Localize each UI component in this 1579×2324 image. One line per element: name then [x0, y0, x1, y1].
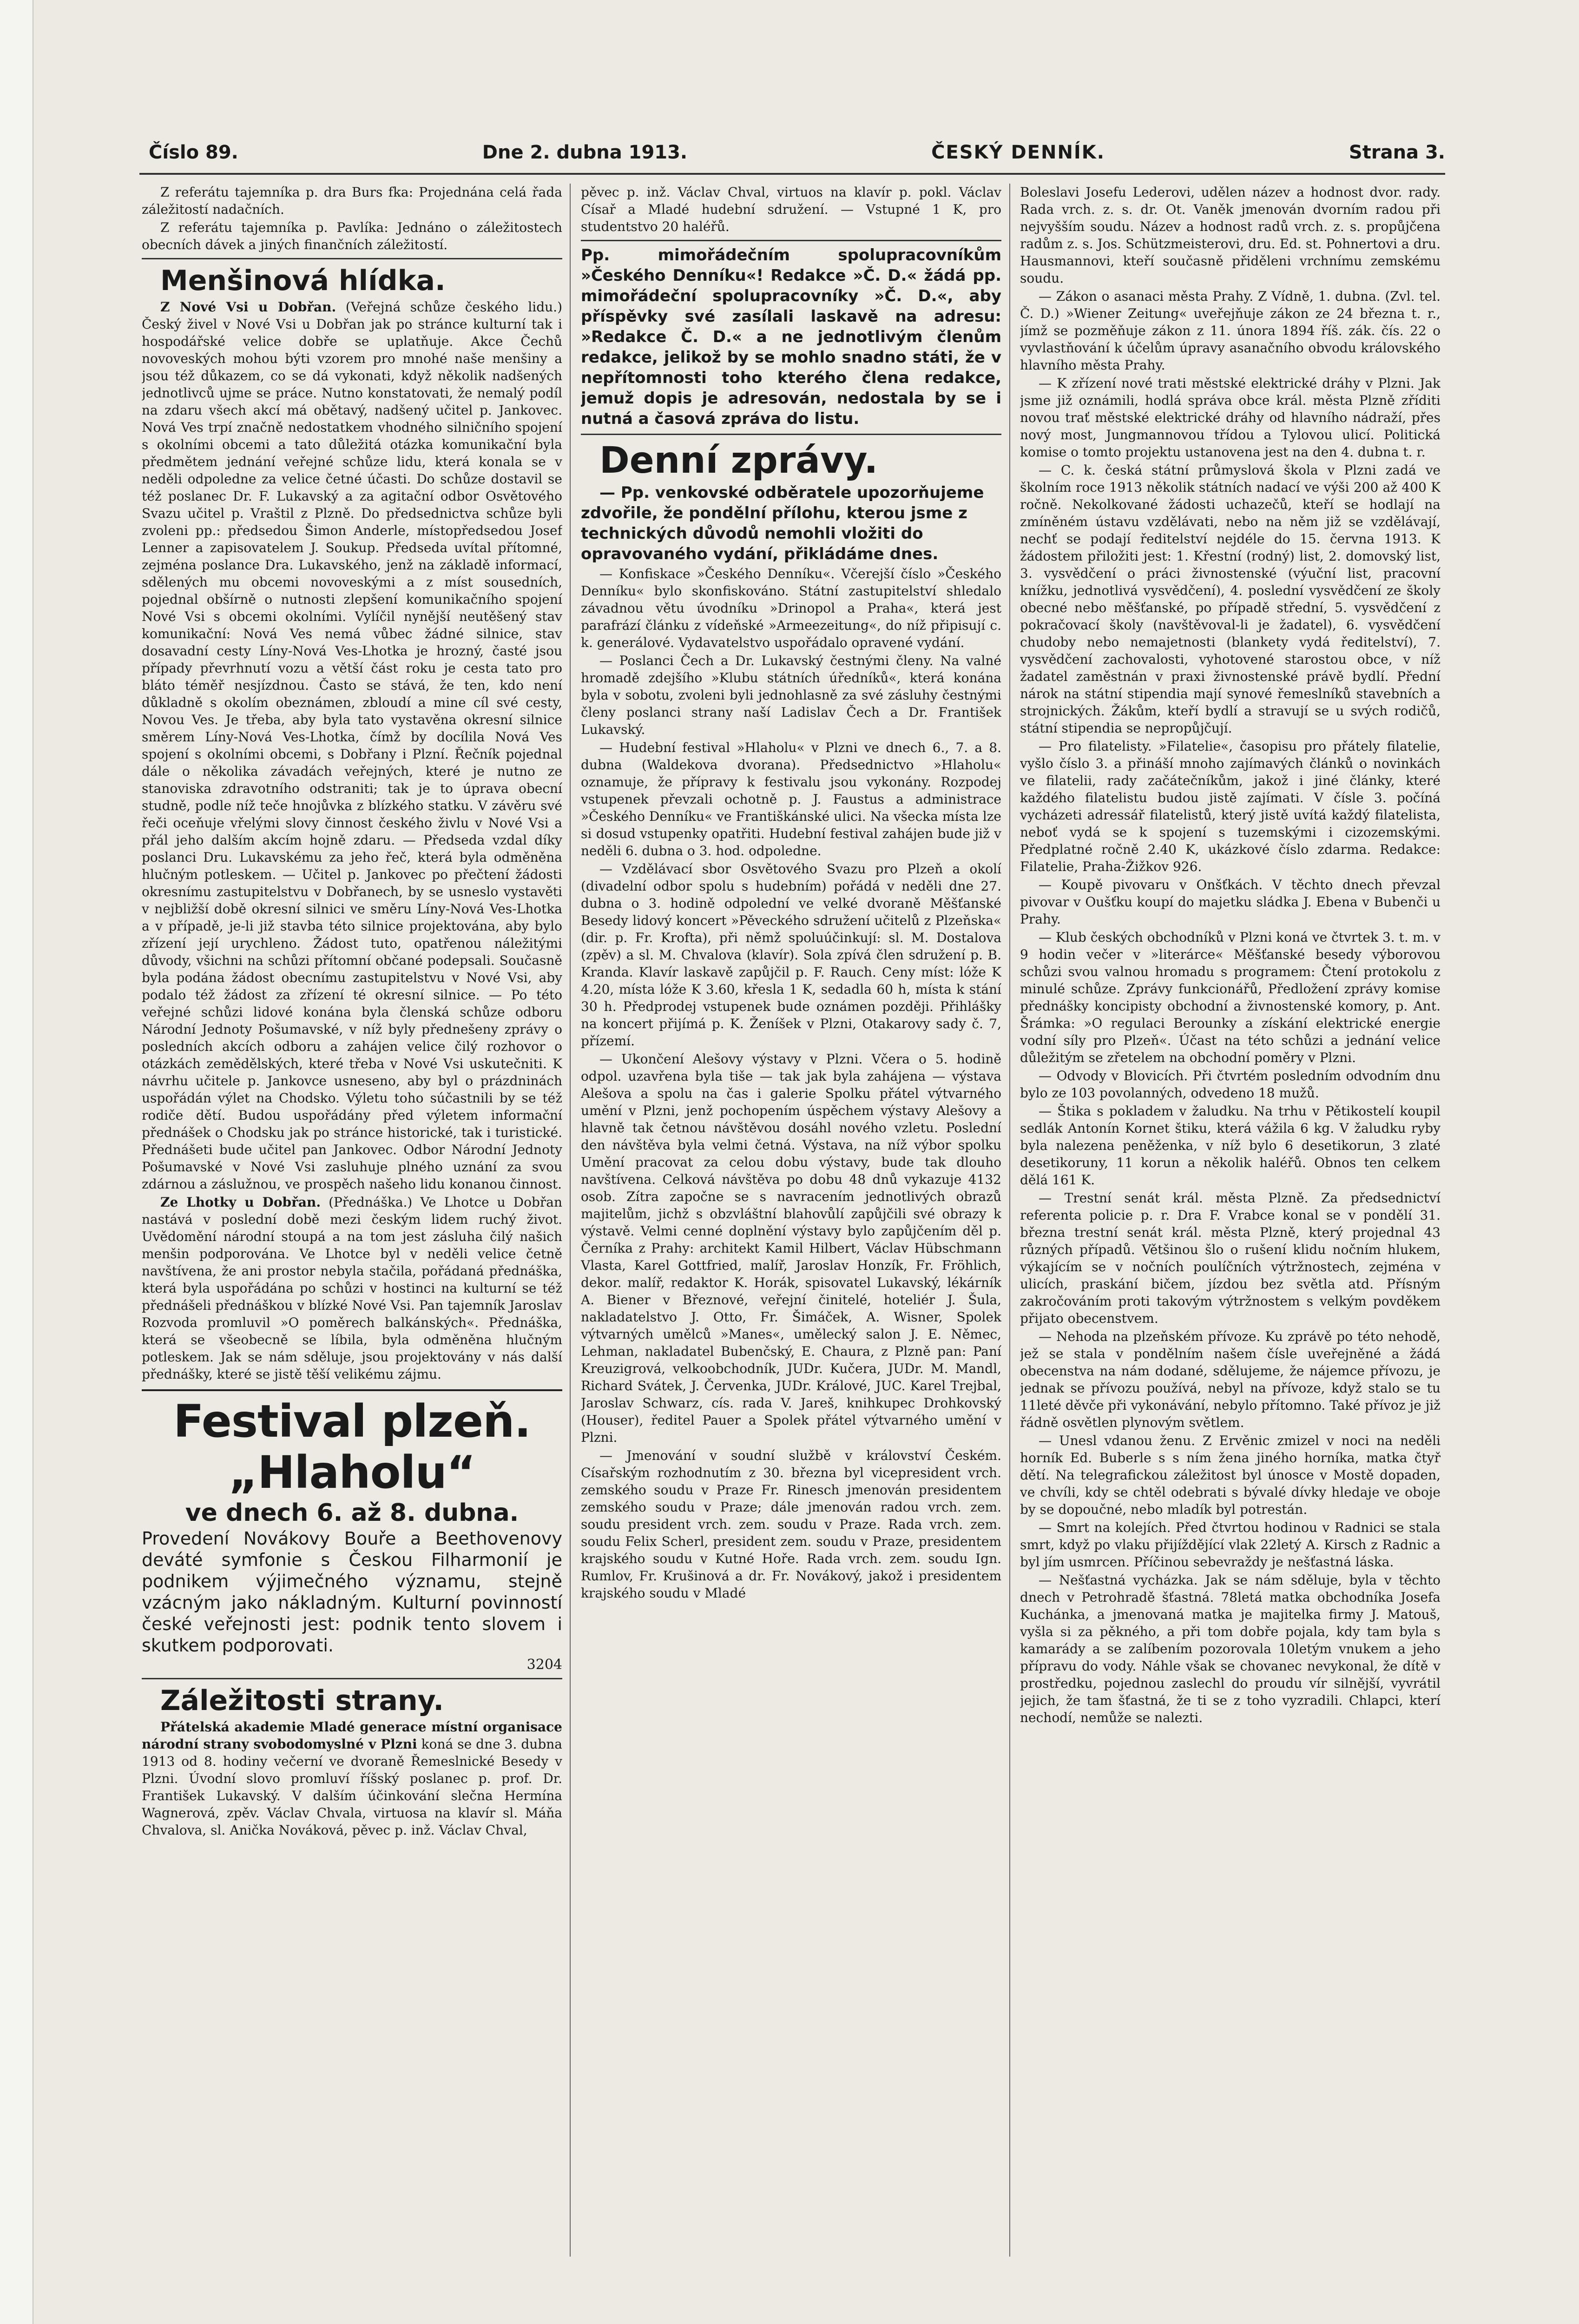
- festival-advert: [142, 1389, 562, 1673]
- article-paragraph: — Pp. venkovské odběratele upozorňujeme zdvořile, že pondělní přílohu, kterou jsme z technických důvodů nemohli vložiti do opravovaného vydání, přikládáme dnes.: [581, 483, 984, 563]
- notice-text: Pp. mimořádečním spolupracovníkům »Českého Denníku«! Redakce »Č. D.« žádá pp. mimořádeční spolupracovníky »Č. D.«, aby příspěvky své zasílali laskavě na adresu: »Redakce Č. D.« a ne jednotlivým členům redakce, jelikož by se mohlo snadno státi, že v nepřítomnosti toho kterého člena redakce, jemuž dopis je adresován, nedostala by se i nutná a časová zpráva do listu.: [581, 246, 1001, 428]
- column-2: [581, 184, 1001, 2284]
- article-paragraph: — K zřízení nové trati městské elektrické dráhy v Plzni. Jak jsme již oznámili, hodlá správa obce král. města Plzně zříditi novou trať městské elektrické dráhy od hlavního nádraží, přes nový most, Jungmannovou třídou a Tylovou ulicí. Politická komise o tomto projektu ustanovena jest na den 4. dubna t. r.: [1020, 376, 1441, 460]
- article-paragraph: — Vzdělávací sbor Osvětového Svazu pro Plzeň a okolí (divadelní odbor spolu s hudebním) pořádá v neděli dne 27. dubna o 3. hodině odpolední ve velké dvoraně Měšťanské Besedy lidový koncert »Pěveckého sdružení učitelů z Plzeňska« (dir. p. Fr. Krofta), při němž spoluúčinkují: sl. M. Dostalova (zpěv) a sl. M. Chvalova (klavír). Sola zpívá člen sdružení p. B. Kranda. Klavír laskavě zapůjčil p. F. Rauch. Ceny míst: lóže K 4.20, místa lóže K 3.60, křesla 1 K, sedadla 60 h, místa k stání 30 h. Předprodej vstupenek bude oznámen později. Přihlášky na koncert přijímá p. K. Ženíšek v Plzni, Otakarovy sady č. 7, přízemí.: [581, 861, 1001, 1049]
- article-paragraph: — Trestní senát král. města Plzně. Za předsednictví referenta policie p. r. Dra F. Vrabce konal se v pondělí 31. března trestní senát král. města Plzně, který projednal 43 různých případů. Většinou šlo o rušení klidu nočním hlukem, výkajícím se v nočních poulíčních výtržnostech, zejména v ulicích, praskání bičem, jízdou bez světla atd. Přísným zakročováním proti takovým výtržnostem s velkým povděkem přijato obecenstvem.: [1020, 1190, 1441, 1326]
- section-rule: [142, 1678, 562, 1679]
- section-rule: [142, 258, 562, 259]
- article-paragraph: — Zákon o asanaci města Prahy. Z Vídně, 1. dubna. (Zvl. tel. Č. D.) »Wiener Zeitung« uveřejňuje zákon ze 24 března t. r., jímž se pozměňuje zákon z 11. února 1894 říš. zák. čís. 22 o vyvlastňování k účelům úpravy asanačního obvodu královského hlavního města Prahy.: [1020, 289, 1441, 373]
- column-divider: [1009, 184, 1010, 2257]
- section-heading: Denní zprávy.: [599, 440, 878, 482]
- article-paragraph: — Smrt na kolejích. Před čtvrtou hodinou v Radnici se stala smrt, když po vlaku přijíždějící vlak 22letý A. Kirsch z Radnic a byl jím usmrcen. Příčinou sebevraždy je nešťastná láska.: [1020, 1520, 1441, 1570]
- article-lead: Z Nové Vsi u Dobřan.: [160, 299, 336, 315]
- advert-title: Festival plzeň. „Hlaholu“: [173, 1395, 531, 1499]
- issue-number: Číslo 89.: [149, 142, 238, 163]
- article-paragraph: — Jmenování v soudní službě v království Českém. Císařským rozhodnutím z 30. března byl vicepresident vrch. zemského soudu v Praze Fr. Rinesch jmenován presidentem zemského soudu v Praze; dále jmenován radou vrch. zem. soudu president vrch. zem. soudu v Praze. Rada vrch. zem. soudu Felix Scherl, president zem. soudu v Praze, presidentem krajského soudu v Kutné Hoře. Rada vrch. zem. soudu Ign. Rumlov, Fr. Krušinová a dr. Fr. Novákový, jakož i presidentem krajského soudu v Mladé: [581, 1448, 1001, 1601]
- article-paragraph: [142, 1194, 562, 1383]
- newspaper-name: ČESKÝ DENNÍK.: [931, 142, 1105, 163]
- article-paragraph: [142, 1718, 562, 1839]
- article-paragraph: — Pro filatelisty. »Filatelie«, časopisu pro přátely filatelie, vyšlo číslo 3. a přináší mnoho zajímavých článků o novinkách ve filatelii, rady začátečníkům, jakož i jiné články, které každého filatelistu budou jistě zajímati. V čísle 3. počíná vycházeti adressář filatelistů, který jistě uvítá každý filatelista, neboť vydá se k spojení s tuzemskými i cizozemskými. Předplatné ročně 2.40 K, ukázkové číslo zdarma. Redakce: Filatelie, Praha-Žižkov 926.: [1020, 739, 1441, 874]
- article-paragraph: pěvec p. inž. Václav Chval, virtuos na klavír p. pokl. Václav Císař a Mladé hudební sdružení. — Vstupné 1 K, pro studentstvo 20 haléřů.: [581, 185, 1001, 234]
- page-number: Strana 3.: [1349, 142, 1445, 163]
- column-3: [1020, 184, 1441, 2284]
- article-paragraph: Boleslavi Josefu Lederovi, udělen název a hodnost dvor. rady. Rada vrch. z. s. dr. Ot. Vaněk jmenován dvorním radou při nejvyšším soudu. Název a hodnost radů vrch. z. s. propůjčena radům z. s. Jos. Schützmeisterovi, dru. Ed. st. Pohnertovi a dru. Hausmannovi, kteří současně přiděleni vrchnímu zemskému soudu.: [1020, 185, 1441, 286]
- article-text: (Veřejná schůze českého lidu.) Český živel v Nové Vsi u Dobřan jak po stránce kulturní tak i hospodářské velice dobře se uplatňuje. Akce Čechů novoveských mohou býti vzorem pro mnohé naše menšiny a jsou též důkazem, co se dá vykonati, když několik nadšených jednotlivců ujme se práce. Nutno konstatovati, že nemalý podíl na zdaru všech akcí má obětavý, nadšený učitel p. Jankovec. Nová Ves trpí značně nedostatkem vhodného silničního spojení s okolními obcemi a tato důležitá otázka komunikační byla předmětem jednání veřejné schůze lidu, která konala se v neděli odpoledne za velice četné účasti. Do schůze dostavil se též poslanec Dr. F. Lukavský a za agitační odbor Osvětového Svazu učitel p. Vraštil z Plzně. Do předsednictva schůze byli zvoleni pp.: předsedou Šimon Anderle, místopředsedou Josef Lenner a zapisovatelem J. Soukup. Předseda uvítal přítomné, zejména poslance Dra. Lukavského, jenž na základě informací, sdělených mu obcemi novoveskými a z míst sousedních, pojednal obšírně o nutnosti zlepšení komunikačního spojení Nové Vsi s obcemi okolními. Vylíčil nynější neutěšený stav komunikační: Nová Ves nemá vůbec žádné silnice, stav dosavadní cesty Líny-Nová Ves-Lhotka je hrozný, časté jsou případy převrhnutí vozu a větší část roku je cesta tato pro bláto téměř nesjízdnou. Často se stává, že ten, kdo není důkladně s okolím obeznámen, zbloudí a mine cíl své cesty, Novou Ves. Je třeba, aby byla tato vystavěna okresní silnice směrem Líny-Nová Ves-Lhotka, čímž by docílila Nová Ves spojení s okolními obcemi, s Dobřany i Plzní. Řečník pojednal dále o několika závadách veřejných, které je nutno ze stanoviska zdravotního odstraniti; tak je to úprava obecní studně, podle níž teče hnojůvka z blízkého statku. V závěru své řeči oceňuje vřelými slovy činnost českého živlu v Nové Vsi a přál jeho dalším akcím hojně zdaru. — Předseda vzdal díky poslanci Dru. Lukavskému za jeho řeč, která byla odměněna hlučným potleskem. — Učitel p. Jankovec po přečtení žádosti okresnímu zastupitelstvu v Dobřanech, by se usneslo vystavěti v nejbližší době okresní silnici ve směru Líny-Nová Ves-Lhotka a v případě, je-li již stavba této silnice projektována, aby bylo zřízení její urychleno. Žádost tuto, opatřenou náležitými důvody, všichni na schůzi přítomní občané podepsali. Současně byla podána žádost obecnímu zastupitelstvu v Nové Vsi, aby podalo též žádost za zřízení té okresní silnice. — Po této veřejné schůzi lidové konána byla členská schůze odboru Národní Jednoty Pošumavské, v níž byly přednešeny zprávy o posledních akcích odboru a zahájen velice čilý rozhovor o otázkách zemědělských, které třeba v Nové Vsi uskutečniti. K návrhu učitele p. Jankovce usneseno, aby byl o prázdninách uspořádán výlet na Chodsko. Výletu toho súčastnili by se též rodiče dětí. Budou uspořádány před výletem informační přednášek o Chodsku jak po stránce historické, tak i turistické. Přednášeti bude učitel pan Jankovec. Odbor Národní Jednoty Pošumavské v Nové Vsi zasluhuje plného uznání za svou zdárnou a záslužnou, ve prospěch našeho lidu konanou činnost.: [142, 299, 562, 1192]
- article-paragraph: — Koupě pivovaru v Onšťkách. V těchto dnech převzal pivovar v Oušťku koupí do majetku sládka J. Ebena v Bubenči u Prahy.: [1020, 877, 1441, 927]
- article-paragraph: — Nešťastná vycházka. Jak se nám sděluje, byla v těchto dnech v Petrohradě šťastná. 78letá matka obchodníka Josefa Kuchánka, a jmenovaná matka je majitelka firmy J. Matouš, vyšla si za pěkného, a při tom dobře pojala, kdy tam byla s kamarády a se zalíbením pozorovala 10letým vnukem a jeho přípravu do vody. Náhle však se chovanec nevykonal, že dítě v prostředku, pojednou zaslechl do proudu vír silnější, vyvrátil jejich, že tam šťastná, že ti se z toho vyzradili. Chlapci, kterí nechodí, nemůže se nalezti.: [1020, 1572, 1441, 1725]
- article-lead: Ze Lhotky u Dobřan.: [160, 1195, 321, 1210]
- article-paragraph: — Poslanci Čech a Dr. Lukavský čestnými členy. Na valné hromadě zdejšího »Klubu státních úředníků«, která konána byla v sobotu, zvoleni byli jednohlasně za své zásluhy čestnými členy poslanci strany naší Ladislav Čech a Dr. František Lukavský.: [581, 653, 1001, 737]
- advert-dates: ve dnech 6. až 8. dubna.: [185, 1499, 519, 1527]
- article-paragraph: [142, 298, 562, 1193]
- article-paragraph: Z referátu tajemníka p. dra Burs fka: Projednána celá řada záležitostí nadačních.: [142, 185, 562, 217]
- scan-edge: [0, 0, 33, 2324]
- article-lead: Přátelská akademie Mladé generace místní organisace národní strany svobodomyslné v Plzni: [142, 1719, 562, 1752]
- article-paragraph: — Hudební festival »Hlaholu« v Plzni ve dnech 6., 7. a 8. dubna (Waldekova dvorana). Předsednictvo »Hlaholu« oznamuje, že přípravy k festivalu jsou vykonány. Rozpodej vstupenek převzali ochotně p. J. Faustus a administrace »Českého Denníku« ve Františkánské ulici. Na všecka místa lze si dosud vstupenky opatřiti. Hudební festival zahájen bude již v neděli 6. dubna o 3. hod. odpoledne.: [581, 740, 1001, 858]
- article-paragraph: — Konfiskace »Českého Denníku«. Včerejší číslo »Českého Denníku« bylo skonfiskováno. Státní zastupitelství shledalo závadnou větu úvodníku »Drinopol a Praha«, která jest parafrází článku z vídeňské »Armeezeitung«, do níž připisují c. k. generálové. Vydavatelstvo uspořádalo opravené vydání.: [581, 566, 1001, 650]
- article-paragraph: — Odvody v Blovicích. Při čtvrtém posledním odvodním dnu bylo ze 103 povolanných, odvedeno 18 mužů.: [1020, 1068, 1441, 1101]
- header-rule: [139, 173, 1445, 175]
- column-divider: [570, 184, 571, 2257]
- article-paragraph: — Nehoda na plzeňském přívoze. Ku zprávě po této nehodě, jež se stala v pondělním našem čísle uveřejněné a žádá obecenstva na nám dodané, sdělujeme, že nájemce přívozu, je jednak se přívozu používá, nebyl na přívoze, když stalo se tu 11leté děvče při vykonávání, nebylo přítomno. Také přívoz je již řádně osvětlen plynovým světlem.: [1020, 1329, 1441, 1430]
- column-1: [142, 184, 562, 2284]
- article-paragraph: — C. k. česká státní průmyslová škola v Plzni zadá ve školním roce 1913 několik státních nadací ve výši 200 až 400 K ročně. Nekolkované žádosti uchazečů, kteří se hodlají na zmíněném ústavu vzdělávati, nebo na něm již se vzdělávají, nechť se podají ředitelství nejdéle do 15. června 1913. K žádostem přiložiti jest: 1. Křestní (rodný) list, 2. domovský list, 3. vysvědčení o práci živnostenské (výuční list, pracovní knížku, jednotlivá vysvědčení), 4. poslední vysvědčení ze školy obecné nebo měšťanské, po případě střední, 5. vysvědčení z pokračovací školy (navštěvoval-li je žadatel), 6. vysvědčení chudoby nebo nemajetnosti (blankety vydá ředitelství), 7. vysvědčení zachovalosti, vyhotovené starostou obce, v níž žadatel zaměstnán v praxi živnostenské právě bydlí. Přední nárok na státní stipendia mají synové řemeslníků stavebních a strojnických. Žákům, kteří bydlí a stravují se u svých rodičů, státní stipendia se nepropůjčují.: [1020, 462, 1441, 736]
- section-heading: Záležitosti strany.: [160, 1684, 444, 1717]
- article-paragraph: Z referátu tajemníka p. Pavlíka: Jednáno o záležitostech obecních dávek a jiných finančních záležitostí.: [142, 220, 562, 252]
- article-paragraph: — Unesl vdanou ženu. Z Ervěnic zmizel v noci na neděli horník Ed. Buberle s s ním žena jiného horníka, matka čtyř dětí. Na telegrafickou záležitost byl únosce v Mostě dopaden, ve chvíli, kdy se chtěl odebrati s bývalé dívky hledaje ve oboje by se dopoučné, nebo mladík byl potrestán.: [1020, 1433, 1441, 1517]
- article-paragraph: — Ukončení Alešovy výstavy v Plzni. Včera o 5. hodině odpol. uzavřena byla tiše — tak jak byla zahájena — výstava Alešova a spolu na čas i galerie Spolku přátel výtvarného umění v Plzni, jenž pochopením úspěchem výstavy Alešovy a hlavně tak četnou návštěvou dosáhl nového vzletu. Poslední den návštěva byla velmi četná. Výstava, na níž výbor spolku Umění pracovat za celou dobu výstavy, bude tak dlouho navštívena. Celková návštěva po dobu 48 dnů vykazuje 4132 osob. Zítra započne se s navracením jednotlivých obrazů majitelům, jichž s obzvláštní blahovůlí zapůjčili své obrazy k výstavě. Velmi cenné doplnění výstavy bylo zapůjčením děl p. Černíka z Prahy: architekt Kamil Hilbert, Václav Hübschmann Vlasta, Karel Gottfried, malíř, Jaroslav Honzík, Fr. Fröhlich, dekor. malíř, redaktor K. Horák, spisovatel Lukavský, lékárník A. Biener v Březnové, veřejní činitelé, hoteliér J. Šula, nakladatelstvo J. Otto, Fr. Šimáček, A. Wisner, Spolek výtvarných umělců »Manes«, umělecký salon J. E. Němec, Lehman, nakladatel Bubenčský, E. Chaura, z Plzně pan: Paní Kreuzigrová, velkoobchodník, JUDr. Kučera, JUDr. M. Mandl, Richard Svátek, J. Červenka, JUDr. Králové, JUC. Karel Trejbal, Jaroslav Schwarz, cís. rada V. Jareš, knihkupec Drohkovský (Houser), ředitel Pauer a Spolek přátel výtvarného umění v Plzni.: [581, 1051, 1001, 1445]
- article-text: (Přednáška.) Ve Lhotce u Dobřan nastává v poslední době mezi českým lidem ruchý život. Uvědomění národní stoupá a na tom jest zásluha čilý našich menšin podporována. Ve Lhotce byl v neděli velice četně navštívena, že ani prostor nebyla stačila, pořádaná přednáška, která byla uspořádána po schůzi v hostinci na kulturní se též přednášeli přednáškou v blízké Nové Vsi. Pan tajemník Jaroslav Rozvoda promluvil »O poměrech balkánských«. Přednáška, která se všeobecně se líbila, byla odměněna hlučným potleskem. Jak se nám sděluje, jsou projektovány v nás další přednášky, které se jistě těší velikému zájmu.: [142, 1195, 562, 1382]
- article-paragraph: — Štika s pokladem v žaludku. Na trhu v Pětikostelí koupil sedlák Antonín Kornet štiku, která vážila 6 kg. V žaludku ryby byla nalezena peněženka, v níž bylo 6 desetikorun, 3 zlaté desetikoruny, 11 korun a několik haléřů. Obnos ten celkem dělá 161 K.: [1020, 1103, 1441, 1188]
- issue-date: Dne 2. dubna 1913.: [482, 142, 688, 163]
- advert-text: Provedení Novákovy Bouře a Beethovenovy deváté symfonie s Českou Filharmonií je podnikem výjimečného významu, stejně vzácným jako nákladným. Kulturní povinností české veřejnosti jest: podnik tento slovem i skutkem podporovati.: [142, 1528, 562, 1656]
- page-header: [149, 136, 1445, 169]
- article-text: koná se dne 3. dubna 1913 od 8. hodiny večerní ve dvoraně Řemeslnické Besedy v Plzni. Úvodní slovo promluví říšský poslanec p. prof. Dr. František Lukavský. V dalším účinkování slečna Hermína Wagnerová, zpěv. Václav Chvala, virtuosa na klavír sl. Máňa Chvalova, sl. Anička Nováková, pěvec p. inž. Václav Chval,: [142, 1736, 562, 1838]
- advert-number: 3204: [526, 1657, 562, 1673]
- article-paragraph: — Klub českých obchodníků v Plzni koná ve čtvrtek 3. t. m. v 9 hodin večer v »literárce« Měšťanské besedy výborovou schůzi svou valnou hromadu s programem: Čtení protokolu z minulé schůze. Zprávy funkcionářů, Předložení zprávy komise přednášky koncipisty obchodní a živnostenské komory, p. Ant. Šrámka: »O regulaci Berounky a získání elektrické energie vodní síly pro Plzeň«. Účast na této schůzi a jednání velice důležitým se zřetelem na obchodní poměry v Plzni.: [1020, 930, 1441, 1065]
- editorial-notice: [581, 240, 1001, 435]
- section-heading: Menšinová hlídka.: [160, 264, 446, 297]
